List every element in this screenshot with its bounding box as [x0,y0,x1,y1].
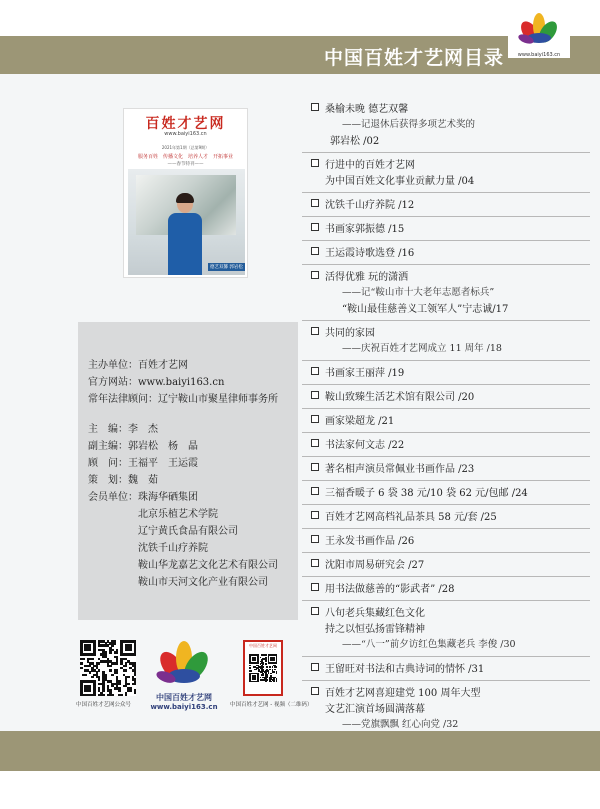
page-title: 中国百姓才艺网目录 [323,47,504,69]
toc-line: ——记“鞍山市十大老年志愿者标兵” [342,287,495,298]
toc-line: 桑榆未晚 德艺双馨 [325,104,409,115]
toc-divider [302,192,590,193]
legal-line: 常年法律顾问：辽宁鞍山市聚星律师事务所 [88,394,278,405]
toc-divider [302,576,590,577]
toc-divider [302,456,590,457]
toc-line: 活得优雅 玩的潇洒 [325,272,409,283]
qr-code-right [249,654,277,682]
checkbox-icon [311,487,319,495]
chief-editor-line: 主 编：李 杰 [88,424,158,435]
toc-divider [302,528,590,529]
main-logo-url: www.baiyi163.cn [150,703,218,711]
cover-photo [128,169,245,275]
toc-divider [302,680,590,681]
toc-line: ——党旗飘飘 红心向党 /32 [342,719,459,730]
toc-line: 八旬老兵集藏红色文化 [325,608,425,619]
footer-area [0,771,600,809]
checkbox-icon [311,223,319,231]
checkbox-icon [311,439,319,447]
main-logo [144,640,224,710]
cover-slogan: 服务百姓 传播文化 培养人才 开拓事业 [137,154,233,160]
toc-divider [302,600,590,601]
toc-line: ——“八一”前夕访红色集藏老兵 李俊 /30 [342,639,516,650]
toc-line: 百姓才艺网高档礼品茶具 58 元/套 /25 [325,512,497,523]
main-logo-name: 中国百姓才艺网 [156,693,212,702]
toc-line: 用书法做慈善的“影武者” /28 [325,584,455,595]
toc-divider [302,552,590,553]
toc-line: 书画家王丽萍 /19 [325,368,405,379]
checkbox-icon [311,199,319,207]
toc-line: 行进中的百姓才艺网 [325,160,415,171]
checkbox-icon [311,583,319,591]
member-item: 北京乐植艺术学院 [138,509,218,520]
toc-line: 三福香暖子 6 袋 38 元/10 袋 62 元/包邮 /24 [325,488,528,499]
toc-line: “鞍山最佳慈善义工领军人”宁志诚/17 [342,304,509,315]
footer-band [0,731,600,771]
masthead-box [78,322,298,620]
cover-url: www.baiyi163.cn [164,131,207,137]
checkbox-icon [311,159,319,167]
qr-left-caption: 中国百姓才艺网公众号 [76,702,132,708]
website-line: 官方网站：www.baiyi163.cn [88,377,225,388]
video-qr-box [243,640,283,696]
checkbox-icon [311,415,319,423]
flower-logo-icon [508,8,570,52]
toc-line: 画家梁超龙 /21 [325,416,395,427]
toc-divider [302,240,590,241]
cover-special: ——春节特刊—— [167,162,204,167]
toc-line: 沈铁千山疗养院 /12 [325,200,415,211]
video-qr-title: 中国百姓才艺网 [249,643,277,648]
toc-line: 鞍山致臻生活艺术馆有限公司 /20 [325,392,475,403]
checkbox-icon [311,535,319,543]
toc-divider [302,408,590,409]
toc-line: 书画家郭振德 /15 [325,224,405,235]
checkbox-icon [311,463,319,471]
checkbox-icon [311,663,319,671]
toc-line: 王留旺对书法和古典诗词的情怀 /31 [325,664,485,675]
toc-line: 文艺汇演首场圆满落幕 [325,704,425,715]
qr-right-caption: 中国百姓才艺网 - 视频（二维码） [230,702,313,708]
magazine-cover [123,108,248,278]
toc-line: 王永发书画作品 /26 [325,536,415,547]
toc-line: 沈阳市周易研究会 /27 [325,560,425,571]
header-logo-url: www.baiyi163.cn [517,52,561,58]
toc-line: 郭岩松 /02 [330,136,380,147]
members-label: 会员单位：珠海华硒集团 [88,492,198,503]
checkbox-icon [311,327,319,335]
member-item: 沈铁千山疗养院 [138,543,208,554]
cover-person [168,195,202,275]
toc-line: 著名相声演员常佩业书画作品 /23 [325,464,475,475]
checkbox-icon [311,367,319,375]
checkbox-icon [311,247,319,255]
toc-divider [302,656,590,657]
sponsor-line: 主办单位：百姓才艺网 [88,360,188,371]
advisor-line: 顾 问：王福平 王运霞 [88,458,198,469]
toc-line: 持之以恒弘扬雷锋精神 [325,624,425,635]
checkbox-icon [311,687,319,695]
checkbox-icon [311,271,319,279]
checkbox-icon [311,559,319,567]
toc-line: 书法家何文志 /22 [325,440,405,451]
cover-title: 百姓才艺网 [145,116,226,132]
qr-code-left [80,640,136,696]
planner-line: 策 划：魏 茹 [88,475,158,486]
toc-divider [302,152,590,153]
toc-divider [302,360,590,361]
flower-logo-icon [144,640,224,692]
checkbox-icon [311,391,319,399]
toc-line: 为中国百姓文化事业贡献力量 /04 [325,176,475,187]
cover-issue: 2021年第1期（总第9期） [161,145,210,150]
toc-line: 共同的家园 [325,328,375,339]
member-item: 鞍山华龙嘉艺文化艺术有限公司 [138,560,278,571]
cover-caption: 德艺双馨 郭岩松 [210,265,243,270]
deputy-editor-line: 副主编：郭岩松 杨 晶 [88,441,198,452]
checkbox-icon [311,103,319,111]
checkbox-icon [311,607,319,615]
toc-divider [302,384,590,385]
toc-divider [302,504,590,505]
toc-line: 百姓才艺网喜迎建党 100 周年大型 [325,688,481,699]
toc-divider [302,264,590,265]
toc-line: ——庆祝百姓才艺网成立 11 周年 /18 [342,343,502,354]
member-item: 辽宁黄氏食品有限公司 [138,526,238,537]
header-logo [508,8,570,58]
toc-divider [302,432,590,433]
toc-divider [302,320,590,321]
toc-divider [302,480,590,481]
member-item: 鞍山市天河文化产业有限公司 [138,577,268,588]
toc-divider [302,216,590,217]
toc-line: 王运霞诗歌选登 /16 [325,248,415,259]
toc-line: ——记退休后获得多项艺术奖的 [342,119,476,130]
checkbox-icon [311,511,319,519]
